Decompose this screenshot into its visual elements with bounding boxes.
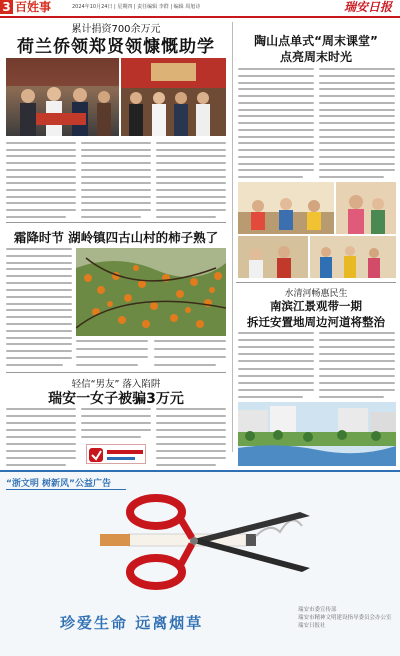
article5-headline-line2: 拆迁安置地周边河道将整治: [247, 315, 385, 329]
article5-body-col1: [238, 332, 314, 398]
masthead-rule: [0, 16, 400, 18]
ad-label: “浙文明 树新风”公益广告: [6, 479, 111, 489]
article1-body-col2: [81, 142, 151, 218]
ad-credit-line: 瑞安市精神文明建设指导委员会办公室: [298, 615, 392, 621]
page-number-tab: 3: [0, 0, 13, 14]
article2-body-col3: [154, 340, 226, 366]
article3-headline: 瑞安一女子被骗3万元: [48, 391, 184, 407]
article1-headline: 荷兰侨领郑贤领慷慨助学: [17, 37, 215, 57]
scissors-cigarette-illustration: [40, 492, 370, 602]
ad-credit-line: 瑞安日报社: [298, 623, 326, 629]
article4-body-col2: [319, 68, 395, 178]
ad-slogan: 珍爱生命 远离烟草: [60, 614, 204, 632]
article3-body-col2: [81, 408, 151, 438]
article2-photo-persimmons: [76, 248, 226, 336]
ad-credit-line: 瑞安市委宣传部: [298, 607, 337, 613]
ad-label-underline: [6, 489, 126, 490]
date-line: 2024年10月24日 | 星期四 | 责任编辑 李群 | 编辑 周旭诗: [72, 4, 201, 10]
article1-rule: [6, 222, 226, 223]
article1-body-col3: [156, 142, 226, 218]
article2-rule: [6, 372, 226, 373]
article4-headline-line1: 陶山点单式“周末课堂”: [254, 34, 378, 48]
article4-rule: [236, 282, 396, 283]
fraud-prevention-logo: [86, 444, 146, 464]
article2-headline: 霜降时节 湖岭镇四古山村的柿子熟了: [13, 230, 219, 245]
article1-kicker: 累计捐资700余万元: [71, 24, 161, 35]
article5-kicker: 水清河畅惠民生: [284, 289, 348, 299]
section-title: 百姓事: [15, 0, 52, 14]
article5-body-col2: [319, 332, 395, 398]
article4-body-col1: [238, 68, 314, 178]
article4-photo-4: [310, 236, 396, 278]
public-service-ad: [0, 470, 400, 656]
column-divider: [232, 22, 233, 452]
article3-body-col3: [156, 408, 226, 466]
article1-photo-left: [6, 58, 119, 136]
article5-rendering-riverside: [238, 402, 396, 466]
article1-body-col1: [6, 142, 76, 218]
paper-name: 瑞安日报: [343, 0, 392, 14]
article4-headline-line2: 点亮周末时光: [279, 50, 352, 64]
article1-photo-right: [121, 58, 226, 136]
article3-kicker: 轻信“男友” 落入陷阱: [71, 379, 161, 390]
article4-photo-3: [238, 236, 308, 278]
ad-credits: [298, 606, 398, 630]
article2-body-col1: [6, 248, 72, 366]
article4-photo-2: [336, 182, 396, 234]
article4-photo-1: [238, 182, 334, 234]
article2-body-col2: [76, 340, 148, 366]
article3-body-col1: [6, 408, 76, 466]
article5-headline-line1: 南滨江景观带一期: [270, 299, 362, 313]
